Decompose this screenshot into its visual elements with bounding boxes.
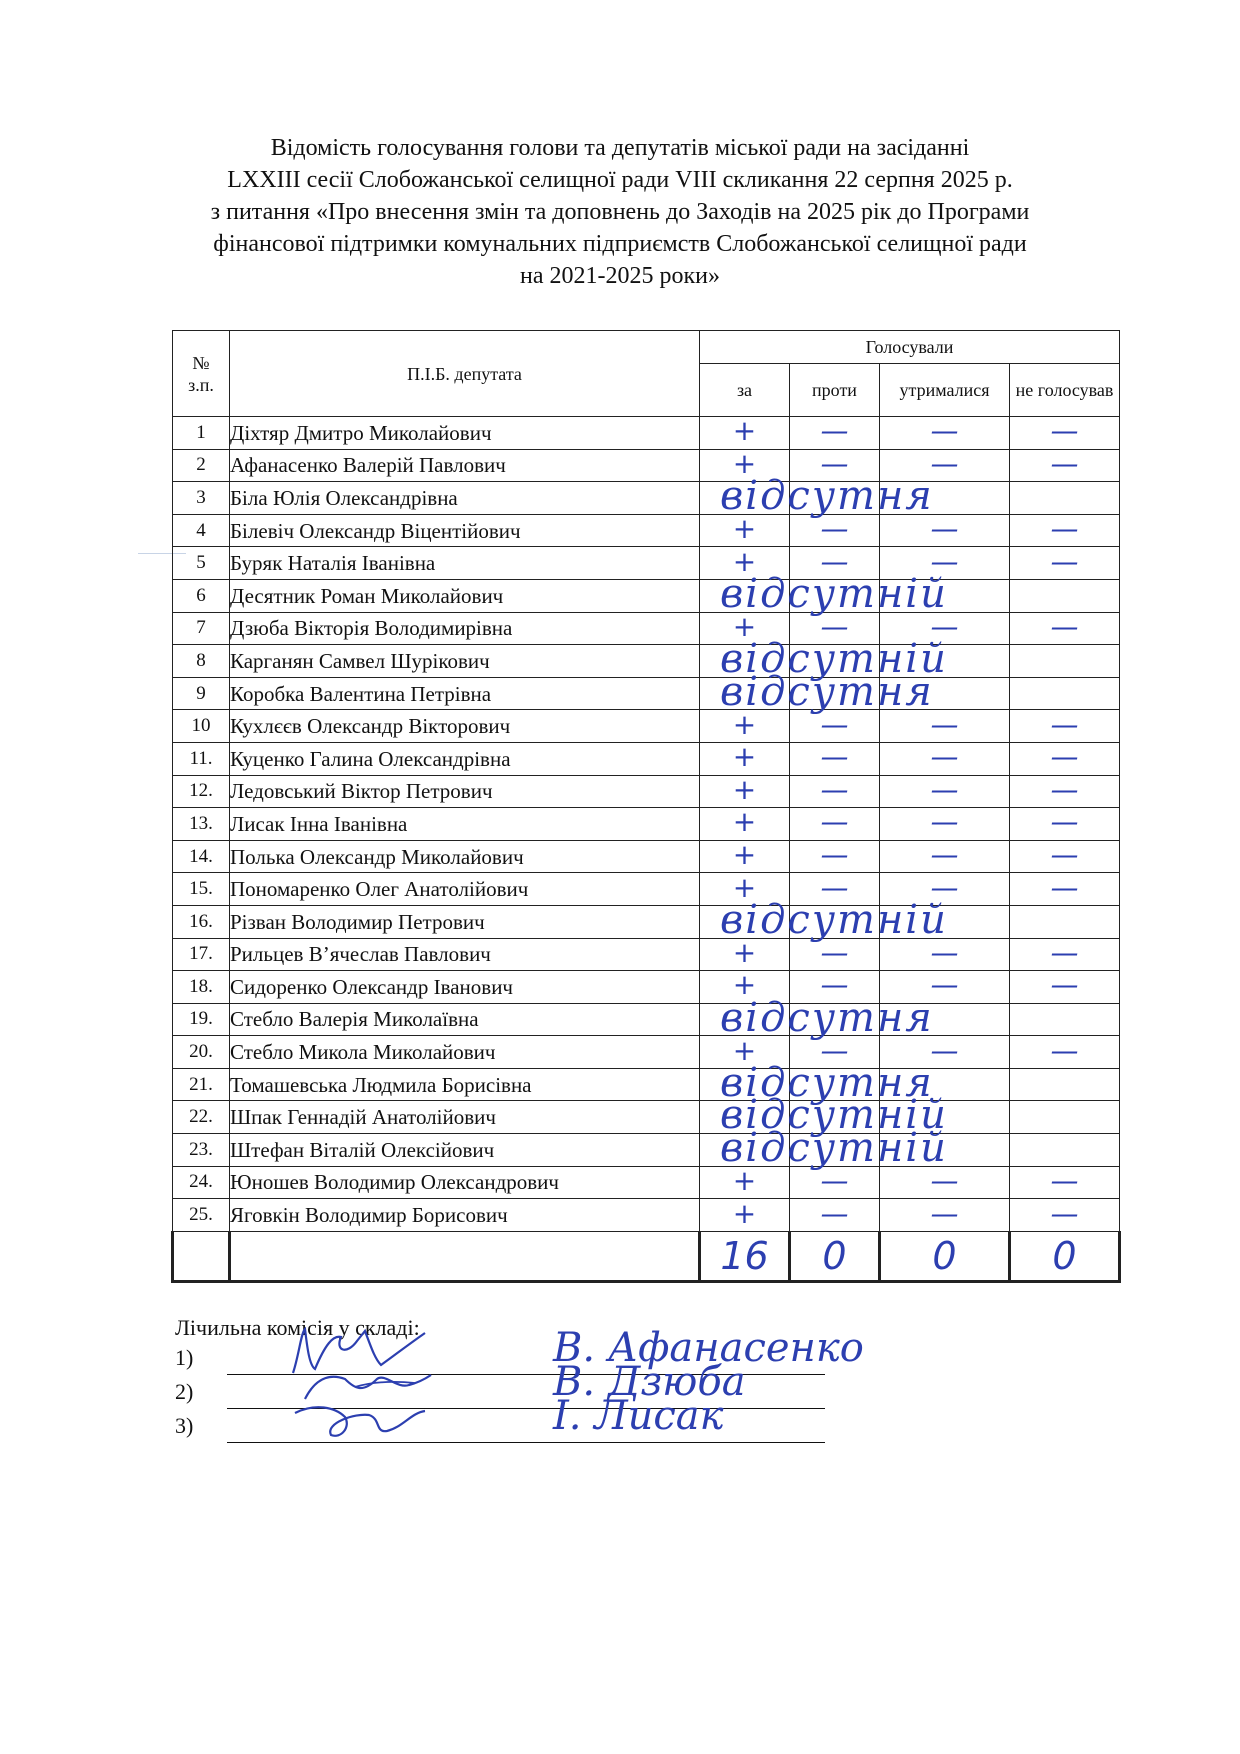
vote-mark: —	[820, 446, 849, 480]
absent-note: відсутня	[720, 1059, 934, 1106]
vote-mark: —	[930, 609, 959, 643]
row-number: 20.	[173, 1036, 230, 1069]
row-number: 9	[173, 677, 230, 710]
deputy-name: Карганян Самвел Шурікович	[230, 645, 700, 678]
deputy-name: Діхтяр Дмитро Миколайович	[230, 417, 700, 450]
row-number: 6	[173, 579, 230, 612]
table-row	[173, 645, 1120, 678]
vote-for	[700, 994, 934, 1041]
vote-mark: —	[930, 740, 959, 774]
vote-mark: —	[1050, 870, 1079, 904]
document-title	[150, 132, 1090, 292]
deputy-name: Яговкін Володимир Борисович	[230, 1199, 700, 1232]
vote-mark: +	[732, 707, 757, 741]
vote-mark: —	[930, 805, 959, 839]
vote-mark: —	[820, 838, 849, 872]
vote-for	[700, 570, 948, 617]
vote-abstained	[880, 1163, 1010, 1199]
row-number: 7	[173, 612, 230, 645]
vote-mark: —	[1050, 446, 1079, 480]
table-row	[173, 449, 1120, 482]
table-row	[173, 938, 1120, 971]
title-line: на 2021-2025 роки»	[520, 263, 720, 289]
row-number: 14.	[173, 840, 230, 873]
absent-note: відсутній	[720, 636, 948, 683]
vote-not-voted	[1010, 609, 1120, 645]
vote-abstained	[880, 742, 1010, 775]
vote-mark: —	[930, 1033, 959, 1067]
member-index: 1)	[175, 1345, 194, 1370]
title-line: фінансової підтримки комунальних підприємств Слобожанської селищної ради	[213, 231, 1027, 257]
row-number: 15.	[173, 873, 230, 906]
vote-abstained	[880, 772, 1010, 808]
row-number: 1	[173, 417, 230, 450]
vote-for	[700, 772, 790, 808]
member-surname: В. Дзюба	[553, 1359, 746, 1405]
vote-not-voted	[1010, 870, 1120, 906]
member-index: 3)	[175, 1413, 194, 1438]
vote-mark: —	[1050, 1196, 1079, 1230]
table-row	[173, 417, 1120, 450]
vote-abstained	[880, 805, 1010, 841]
member-index: 2)	[175, 1379, 194, 1404]
table-row	[173, 482, 1120, 515]
vote-for	[700, 1125, 948, 1172]
vote-mark: +	[732, 870, 757, 904]
vote-not-voted	[1010, 805, 1120, 841]
table-row	[173, 775, 1120, 808]
table-row	[173, 971, 1120, 1004]
table-row	[173, 514, 1120, 547]
table-row	[173, 677, 1120, 710]
vote-mark: —	[930, 446, 959, 480]
member-surname: І. Лисак	[553, 1393, 724, 1439]
vote-mark: +	[732, 838, 757, 872]
vote-not-voted	[1010, 645, 1120, 678]
deputy-name: Юношев Володимир Олександрович	[230, 1166, 700, 1199]
table-row	[173, 1134, 1120, 1167]
vote-for	[700, 514, 790, 547]
total-against: 0	[790, 1231, 880, 1281]
row-number: 22.	[173, 1101, 230, 1134]
vote-for	[700, 896, 948, 943]
vote-mark: +	[732, 1196, 757, 1230]
vote-mark: —	[930, 1163, 959, 1197]
title-line: з питання «Про внесення змін та доповнень до Заходів на 2025 рік до Програми	[210, 199, 1030, 225]
vote-for	[700, 473, 934, 520]
deputy-name: Сидоренко Олександр Іванович	[230, 971, 700, 1004]
vote-mark: —	[930, 414, 959, 448]
deputy-name: Буряк Наталія Іванівна	[230, 547, 700, 580]
vote-not-voted	[1010, 579, 1120, 612]
vote-mark: —	[820, 707, 849, 741]
absent-note: відсутній	[720, 570, 948, 617]
vote-for	[700, 742, 790, 775]
vote-mark: —	[930, 870, 959, 904]
vote-not-voted	[1010, 935, 1120, 971]
absent-note: відсутня	[720, 668, 934, 715]
total-not-voted: 0	[1010, 1231, 1120, 1281]
vote-against	[790, 840, 880, 873]
title-line: Відомість голосування голови та депутатів міської ради на засіданні	[270, 135, 970, 161]
signature-icon	[285, 1393, 435, 1445]
vote-not-voted	[1010, 1003, 1120, 1036]
vote-mark: —	[930, 935, 959, 969]
vote-mark: —	[930, 968, 959, 1002]
table-row	[173, 710, 1120, 743]
vote-mark: —	[1050, 544, 1079, 578]
deputy-name: Дзюба Вікторія Володимирівна	[230, 612, 700, 645]
row-number: 17.	[173, 938, 230, 971]
vote-mark: +	[732, 772, 757, 806]
deputy-name: Ледовський Віктор Петрович	[230, 775, 700, 808]
deputy-name: Кухлєєв Олександр Вікторович	[230, 710, 700, 743]
vote-not-voted	[1010, 544, 1120, 580]
header-voted: Голосували	[700, 331, 1120, 364]
vote-not-voted	[1010, 840, 1120, 873]
vote-against	[790, 805, 880, 841]
total-for: 16	[700, 1231, 790, 1281]
vote-not-voted	[1010, 514, 1120, 547]
vote-for	[700, 1163, 790, 1199]
vote-mark: —	[1050, 1033, 1079, 1067]
vote-mark: —	[820, 935, 849, 969]
vote-for	[700, 668, 934, 715]
vote-for	[700, 805, 790, 841]
vote-not-voted	[1010, 414, 1120, 450]
row-number: 25.	[173, 1199, 230, 1232]
row-number: 8	[173, 645, 230, 678]
deputy-name: Пономаренко Олег Анатолійович	[230, 873, 700, 906]
deputy-name: Коробка Валентина Петрівна	[230, 677, 700, 710]
vote-mark: +	[732, 414, 757, 448]
row-number: 11.	[173, 742, 230, 775]
vote-mark: +	[732, 512, 757, 546]
vote-mark: —	[820, 1163, 849, 1197]
vote-abstained	[880, 840, 1010, 873]
vote-mark: —	[930, 707, 959, 741]
deputy-name: Куценко Галина Олександрівна	[230, 742, 700, 775]
vote-mark: +	[732, 935, 757, 969]
commission-member	[175, 1393, 825, 1447]
row-number: 12.	[173, 775, 230, 808]
totals-row	[173, 1231, 1120, 1281]
vote-mark: —	[1050, 740, 1079, 774]
table-row	[173, 1036, 1120, 1069]
vote-not-voted	[1010, 1163, 1120, 1199]
vote-not-voted	[1010, 1033, 1120, 1069]
vote-mark: —	[1050, 968, 1079, 1002]
row-number: 3	[173, 482, 230, 515]
table-row	[173, 579, 1120, 612]
deputy-name: Афанасенко Валерій Павлович	[230, 449, 700, 482]
absent-note: відсутній	[720, 1092, 948, 1139]
vote-mark: —	[1050, 707, 1079, 741]
row-number: 21.	[173, 1068, 230, 1101]
absent-note: відсутній	[720, 896, 948, 943]
row-number: 2	[173, 449, 230, 482]
row-number: 13.	[173, 808, 230, 841]
vote-mark: +	[732, 740, 757, 774]
absent-note: відсутня	[720, 994, 934, 1041]
totals-name	[230, 1231, 700, 1281]
vote-mark: —	[1050, 935, 1079, 969]
header-for: за	[700, 364, 790, 417]
vote-not-voted	[1010, 482, 1120, 515]
vote-not-voted	[1010, 1196, 1120, 1232]
vote-mark: —	[820, 1033, 849, 1067]
vote-mark: —	[930, 512, 959, 546]
table-row	[173, 1199, 1120, 1232]
vote-not-voted	[1010, 772, 1120, 808]
vote-abstained	[880, 1196, 1010, 1232]
vote-against	[790, 742, 880, 775]
voting-table-body	[173, 414, 1120, 1232]
vote-not-voted	[1010, 968, 1120, 1004]
vote-not-voted	[1010, 742, 1120, 775]
deputy-name: Десятник Роман Миколайович	[230, 579, 700, 612]
header-against: проти	[790, 364, 880, 417]
vote-mark: —	[930, 772, 959, 806]
deputy-name: Білевіч Олександр Віцентійович	[230, 514, 700, 547]
header-name: П.І.Б. депутата	[230, 331, 700, 417]
table-row	[173, 1003, 1120, 1036]
vote-not-voted	[1010, 707, 1120, 743]
vote-mark: —	[820, 1196, 849, 1230]
vote-mark: —	[930, 544, 959, 578]
table-row	[173, 1101, 1120, 1134]
totals-num	[173, 1231, 230, 1281]
deputy-name: Томашевська Людмила Борисівна	[230, 1068, 700, 1101]
deputy-name: Полька Олександр Миколайович	[230, 840, 700, 873]
deputy-name: Біла Юлія Олександрівна	[230, 482, 700, 515]
row-number: 5	[173, 547, 230, 580]
deputy-name: Рильцев В’ячеслав Павлович	[230, 938, 700, 971]
vote-against	[790, 1196, 880, 1232]
vote-not-voted	[1010, 446, 1120, 482]
row-number: 4	[173, 514, 230, 547]
vote-mark: +	[732, 1163, 757, 1197]
deputy-name: Штефан Віталій Олексійович	[230, 1134, 700, 1167]
member-surname: В. Афанасенко	[553, 1325, 864, 1371]
vote-against	[790, 514, 880, 547]
vote-mark: +	[732, 968, 757, 1002]
vote-for	[700, 1196, 790, 1232]
vote-mark: —	[1050, 838, 1079, 872]
deputy-name: Лисак Інна Іванівна	[230, 808, 700, 841]
commission-member	[175, 1359, 825, 1413]
header-not-voted: не голосував	[1010, 364, 1120, 417]
row-number: 18.	[173, 971, 230, 1004]
table-row	[173, 612, 1120, 645]
vote-not-voted	[1010, 905, 1120, 938]
table-row	[173, 1068, 1120, 1101]
voting-table	[171, 330, 1121, 1283]
vote-mark: +	[732, 805, 757, 839]
vote-mark: —	[820, 740, 849, 774]
deputy-name: Стебло Микола Миколайович	[230, 1036, 700, 1069]
row-number: 19.	[173, 1003, 230, 1036]
table-row	[173, 873, 1120, 906]
table-row	[173, 742, 1120, 775]
header-abstained: утрималися	[880, 364, 1010, 417]
vote-mark: +	[732, 544, 757, 578]
absent-note: відсутня	[720, 473, 934, 520]
row-number: 24.	[173, 1166, 230, 1199]
vote-mark: —	[820, 512, 849, 546]
vote-mark: —	[820, 968, 849, 1002]
vote-not-voted	[1010, 1134, 1120, 1167]
total-abstained: 0	[880, 1231, 1010, 1281]
vote-mark: +	[732, 609, 757, 643]
vote-not-voted	[1010, 1101, 1120, 1134]
vote-mark: —	[1050, 414, 1079, 448]
header-num: № з.п.	[173, 331, 230, 417]
vote-mark: —	[820, 544, 849, 578]
vote-mark: —	[820, 805, 849, 839]
vote-mark: +	[732, 446, 757, 480]
vote-for	[700, 840, 790, 873]
deputy-name: Стебло Валерія Миколаївна	[230, 1003, 700, 1036]
vote-mark: —	[820, 414, 849, 448]
table-row	[173, 1166, 1120, 1199]
deputy-name: Шпак Геннадій Анатолійович	[230, 1101, 700, 1134]
vote-mark: —	[820, 772, 849, 806]
vote-for	[700, 414, 790, 450]
row-number: 23.	[173, 1134, 230, 1167]
table-row	[173, 905, 1120, 938]
vote-against	[790, 772, 880, 808]
table-row	[173, 808, 1120, 841]
vote-mark: —	[1050, 512, 1079, 546]
row-number: 10	[173, 710, 230, 743]
table-row	[173, 840, 1120, 873]
vote-mark: —	[1050, 772, 1079, 806]
deputy-name: Різван Володимир Петрович	[230, 905, 700, 938]
vote-mark: —	[930, 838, 959, 872]
vote-mark: —	[930, 1196, 959, 1230]
title-line: LXXIII сесії Слобожанської селищної ради VIII скликання 22 серпня 2025 р.	[227, 167, 1013, 193]
vote-not-voted	[1010, 1068, 1120, 1101]
vote-mark: —	[820, 870, 849, 904]
commission-label: Лічильна комісія у складі:	[175, 1315, 420, 1340]
vote-abstained	[880, 414, 1010, 450]
absent-note: відсутній	[720, 1125, 948, 1172]
vote-against	[790, 1163, 880, 1199]
vote-against	[790, 414, 880, 450]
row-number: 16.	[173, 905, 230, 938]
vote-mark: —	[1050, 609, 1079, 643]
vote-not-voted	[1010, 677, 1120, 710]
vote-mark: +	[732, 1033, 757, 1067]
table-row	[173, 547, 1120, 580]
vote-mark: —	[1050, 1163, 1079, 1197]
vote-mark: —	[1050, 805, 1079, 839]
vote-abstained	[880, 514, 1010, 547]
vote-mark: —	[820, 609, 849, 643]
